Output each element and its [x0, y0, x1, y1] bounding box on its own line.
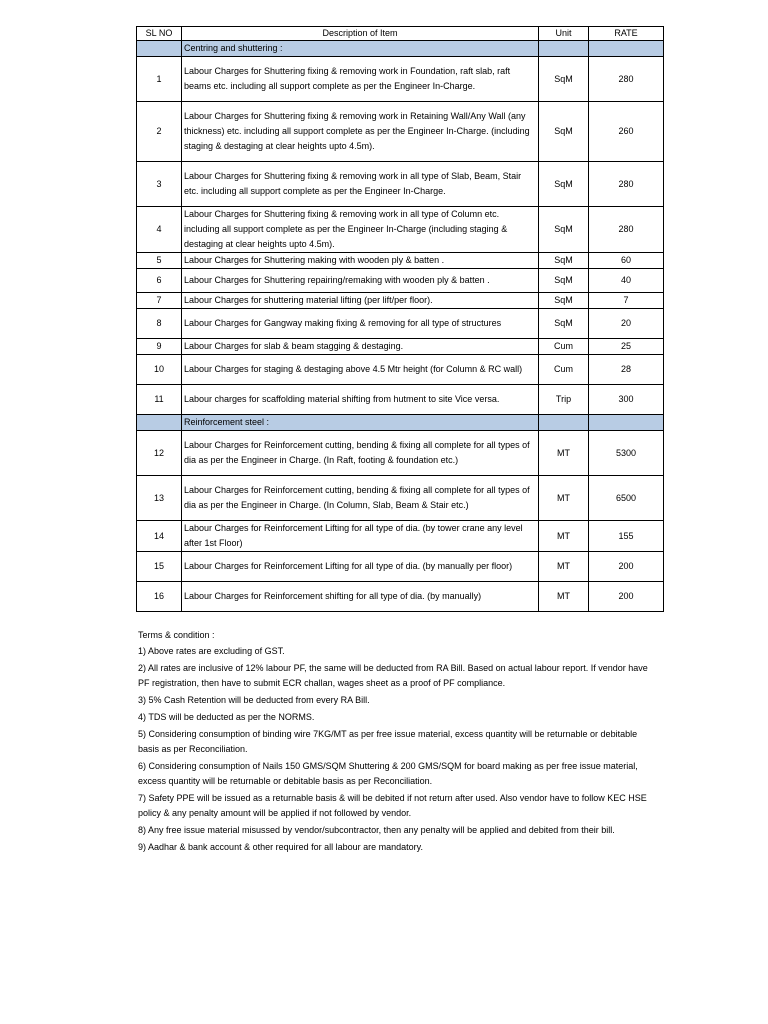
cell-unit: SqM — [539, 293, 589, 309]
cell-rate: 40 — [589, 269, 664, 293]
table-body — [137, 41, 664, 612]
term-item: 2) All rates are inclusive of 12% labour PF, the same will be deducted from RA Bill. Based on actual labour report. If vendor have PF registration, then have to submit ECR challan, wages sheet as a proof of PF compliance. — [138, 663, 648, 688]
cell-description: Labour Charges for Reinforcement cutting, bending & fixing all complete for all types of dia as per the Engineer in Charge. (In Column, Slab, Beam & Stair etc.) — [182, 476, 539, 521]
table-row — [137, 269, 664, 293]
cell-rate: 280 — [589, 162, 664, 207]
table-row — [137, 431, 664, 476]
terms-list — [138, 644, 658, 855]
cell-unit: MT — [539, 552, 589, 582]
cell-description: Labour Charges for slab & beam stagging & destaging. — [182, 339, 539, 355]
cell-rate: 280 — [589, 57, 664, 102]
cell-description: Labour Charges for Gangway making fixing & removing for all type of structures — [182, 309, 539, 339]
term-item: 5) Considering consumption of binding wire 7KG/MT as per free issue material, excess quantity will be returnable or debitable basis as per Reconciliation. — [138, 729, 638, 754]
term-item: 6) Considering consumption of Nails 150 GMS/SQM Shuttering & 200 GMS/SQM for board making as per free issue material, excess quantity will be returnable or debitable basis as per Reconciliation. — [138, 761, 638, 786]
cell-rate — [589, 41, 664, 57]
table-row — [137, 253, 664, 269]
cell-sl-no: 10 — [137, 355, 182, 385]
cell-rate: 60 — [589, 253, 664, 269]
table-row — [137, 309, 664, 339]
cell-unit: SqM — [539, 57, 589, 102]
header-rate: RATE — [589, 27, 664, 41]
cell-rate: 300 — [589, 385, 664, 415]
terms-title: Terms & condition : — [138, 630, 215, 640]
cell-description: Labour Charges for staging & destaging above 4.5 Mtr height (for Column & RC wall) — [182, 355, 539, 385]
cell-description: Labour Charges for Shuttering fixing & removing work in all type of Column etc. including all support complete as per the Engineer In-Charge (including staging & destaging at clear heights upto 4.5m). — [182, 207, 539, 253]
cell-unit: Trip — [539, 385, 589, 415]
rate-table — [136, 26, 664, 612]
cell-sl-no: 5 — [137, 253, 182, 269]
cell-rate: 280 — [589, 207, 664, 253]
cell-unit: SqM — [539, 253, 589, 269]
terms-section — [138, 628, 658, 857]
cell-rate: 7 — [589, 293, 664, 309]
cell-rate: 5300 — [589, 431, 664, 476]
cell-description: Labour Charges for Reinforcement shifting for all type of dia. (by manually) — [182, 582, 539, 612]
table-row — [137, 476, 664, 521]
cell-description: Labour Charges for Shuttering fixing & removing work in Retaining Wall/Any Wall (any thickness) etc. including all support complete as per the Engineer In-Charge. (including staging & destaging at clear heights upto 4.5m). — [182, 102, 539, 162]
cell-sl-no — [137, 41, 182, 57]
cell-sl-no: 3 — [137, 162, 182, 207]
cell-unit: MT — [539, 431, 589, 476]
cell-unit: MT — [539, 476, 589, 521]
cell-description: Reinforcement steel : — [182, 415, 539, 431]
table-row — [137, 207, 664, 253]
cell-unit: SqM — [539, 269, 589, 293]
cell-description: Labour Charges for Reinforcement cutting, bending & fixing all complete for all types of dia as per the Engineer in Charge. (In Raft, footing & foundation etc.) — [182, 431, 539, 476]
cell-unit: MT — [539, 582, 589, 612]
cell-description: Labour Charges for Shuttering fixing & removing work in all type of Slab, Beam, Stair etc. including all support complete as per the Engineer In-Charge. — [182, 162, 539, 207]
cell-rate: 200 — [589, 582, 664, 612]
cell-description: Centring and shuttering : — [182, 41, 539, 57]
cell-sl-no — [137, 415, 182, 431]
cell-unit — [539, 41, 589, 57]
table-row — [137, 293, 664, 309]
cell-description: Labour Charges for shuttering material lifting (per lift/per floor). — [182, 293, 539, 309]
cell-sl-no: 2 — [137, 102, 182, 162]
cell-sl-no: 4 — [137, 207, 182, 253]
cell-description: Labour Charges for Shuttering repairing/remaking with wooden ply & batten . — [182, 269, 539, 293]
cell-rate: 25 — [589, 339, 664, 355]
cell-sl-no: 15 — [137, 552, 182, 582]
table-row — [137, 355, 664, 385]
header-sl-no: SL NO — [137, 27, 182, 41]
cell-rate: 260 — [589, 102, 664, 162]
cell-unit: SqM — [539, 102, 589, 162]
header-description: Description of Item — [182, 27, 539, 41]
cell-description: Labour Charges for Reinforcement Lifting for all type of dia. (by tower crane any level after 1st Floor) — [182, 521, 539, 552]
cell-sl-no: 13 — [137, 476, 182, 521]
cell-sl-no: 1 — [137, 57, 182, 102]
cell-rate: 6500 — [589, 476, 664, 521]
table-row — [137, 552, 664, 582]
cell-rate: 20 — [589, 309, 664, 339]
cell-sl-no: 7 — [137, 293, 182, 309]
term-item: 8) Any free issue material misussed by vendor/subcontractor, then any penalty will be applied and debited from their bill. — [138, 825, 615, 835]
cell-sl-no: 6 — [137, 269, 182, 293]
table-row — [137, 102, 664, 162]
cell-unit: SqM — [539, 207, 589, 253]
cell-unit — [539, 415, 589, 431]
table-row — [137, 339, 664, 355]
table-row — [137, 57, 664, 102]
term-item: 4) TDS will be deducted as per the NORMS. — [138, 712, 315, 722]
term-item: 9) Aadhar & bank account & other required for all labour are mandatory. — [138, 842, 423, 852]
table-row — [137, 162, 664, 207]
cell-sl-no: 8 — [137, 309, 182, 339]
cell-unit: SqM — [539, 162, 589, 207]
cell-sl-no: 14 — [137, 521, 182, 552]
cell-rate — [589, 415, 664, 431]
cell-sl-no: 11 — [137, 385, 182, 415]
cell-sl-no: 16 — [137, 582, 182, 612]
cell-description: Labour Charges for Shuttering making with wooden ply & batten . — [182, 253, 539, 269]
table-row — [137, 582, 664, 612]
section-row — [137, 415, 664, 431]
table-row — [137, 385, 664, 415]
table-row — [137, 521, 664, 552]
cell-description: Labour Charges for Shuttering fixing & removing work in Foundation, raft slab, raft beams etc. including all support complete as per the Engineer In-Charge. — [182, 57, 539, 102]
header-unit: Unit — [539, 27, 589, 41]
cell-rate: 155 — [589, 521, 664, 552]
table-header-row — [137, 27, 664, 41]
term-item: 1) Above rates are excluding of GST. — [138, 646, 285, 656]
cell-sl-no: 9 — [137, 339, 182, 355]
cell-unit: MT — [539, 521, 589, 552]
term-item: 3) 5% Cash Retention will be deducted from every RA Bill. — [138, 695, 370, 705]
cell-sl-no: 12 — [137, 431, 182, 476]
section-row — [137, 41, 664, 57]
cell-rate: 28 — [589, 355, 664, 385]
cell-description: Labour charges for scaffolding material shifting from hutment to site Vice versa. — [182, 385, 539, 415]
cell-unit: Cum — [539, 339, 589, 355]
cell-rate: 200 — [589, 552, 664, 582]
term-item: 7) Safety PPE will be issued as a returnable basis & will be debited if not return after used. Also vendor have to follow KEC HSE policy & any penalty amount will be applied if not followed by vendor. — [138, 793, 647, 818]
cell-description: Labour Charges for Reinforcement Lifting for all type of dia. (by manually per floor) — [182, 552, 539, 582]
cell-unit: Cum — [539, 355, 589, 385]
cell-unit: SqM — [539, 309, 589, 339]
